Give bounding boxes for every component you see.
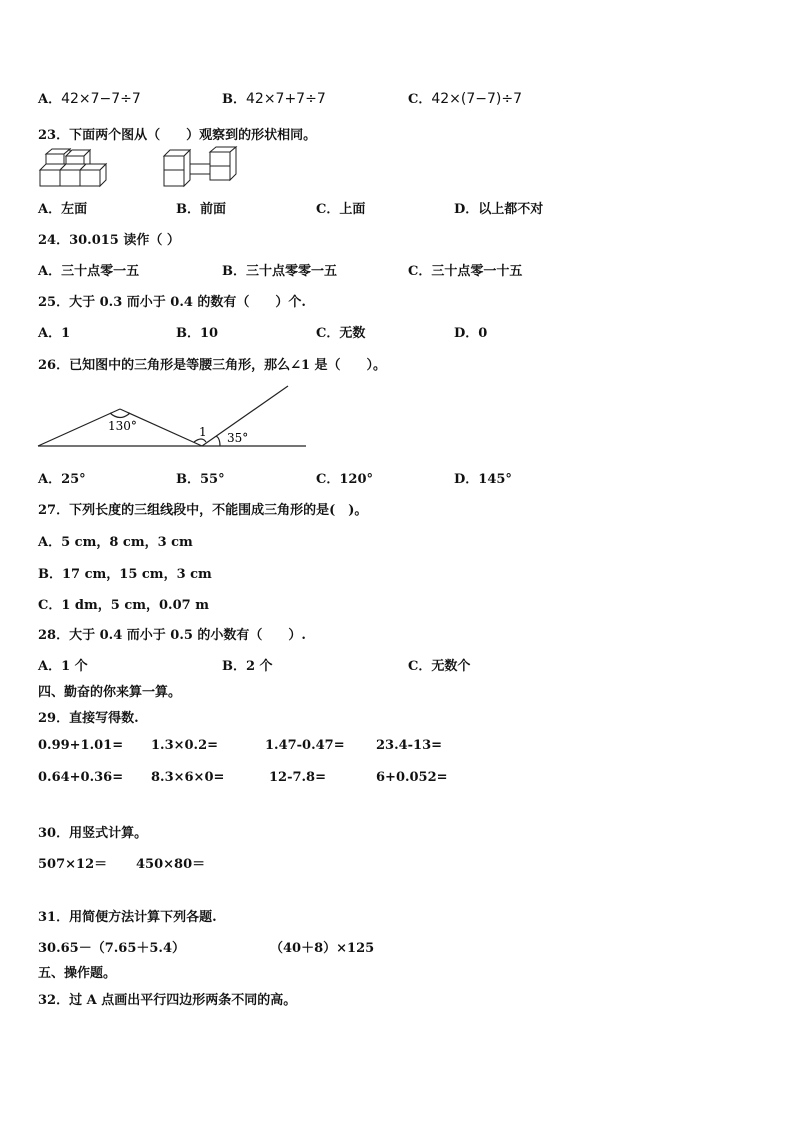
q25-question: 25．大于 0.3 而小于 0.4 的数有（ ）个.: [38, 295, 306, 310]
q28-question: 28．大于 0.4 而小于 0.5 的小数有（ ）.: [38, 628, 306, 643]
q29-item: 12-7.8=: [269, 770, 326, 785]
q23-option-b: B．前面: [176, 202, 226, 217]
q23-option-c: C．上面: [316, 202, 366, 217]
q23-question: 23．下面两个图从（ ）观察到的形状相同。: [38, 128, 317, 143]
q29-item: 8.3×6×0=: [151, 770, 225, 785]
q22-option-c: C．42×(7−7)÷7: [408, 91, 523, 107]
angle35-arc: [216, 436, 220, 446]
q25-option-b: B．10: [176, 326, 219, 341]
q29-item: 1.47-0.47=: [265, 738, 345, 753]
q28-option-a: A．1 个: [38, 659, 88, 674]
cube-figure-right: [164, 147, 236, 186]
section-4-heading: 四、勤奋的你来算一算。: [38, 685, 182, 700]
q28-option-b: B．2 个: [222, 659, 273, 674]
q29-item: 6+0.052=: [376, 770, 448, 785]
q32-question: 32．过 A 点画出平行四边形两条不同的高。: [38, 993, 297, 1008]
cube-figure-left: [40, 149, 106, 186]
apex-arc: [110, 413, 130, 418]
q26-option-c: C．120°: [316, 472, 373, 487]
q22-option-a: A．42×7−7÷7: [38, 91, 141, 107]
q26-option-a: A．25°: [38, 472, 86, 487]
q24-option-c: C．三十点零一十五: [408, 264, 523, 279]
q23-option-a: A．左面: [38, 202, 88, 217]
q25-option-d: D．0: [454, 326, 488, 341]
q27-question: 27．下列长度的三组线段中，不能围成三角形的是( )。: [38, 503, 368, 518]
q26-triangle-figure: [34, 380, 324, 452]
section-5-heading: 五、操作题。: [38, 966, 117, 981]
q22-option-b: B．42×7+7÷7: [222, 91, 326, 107]
q29-question: 29．直接写得数.: [38, 711, 139, 726]
angle1-label: 1: [199, 425, 207, 439]
q31-item: （40＋8）×125: [270, 941, 375, 956]
q26-question: 26．已知图中的三角形是等腰三角形，那么∠1 是（ ）。: [38, 358, 387, 373]
q27-option-c: C．1 dm，5 cm，0.07 m: [38, 598, 209, 613]
q30-item: 507×12＝: [38, 857, 108, 872]
q29-item: 0.64+0.36=: [38, 770, 124, 785]
q25-option-a: A．1: [38, 326, 71, 341]
q27-option-a: A．5 cm，8 cm，3 cm: [38, 535, 193, 550]
q30-item: 450×80＝: [136, 857, 206, 872]
q29-item: 0.99+1.01=: [38, 738, 124, 753]
q26-option-d: D．145°: [454, 472, 512, 487]
q29-item: 23.4-13=: [376, 738, 443, 753]
apex-angle-label: 130°: [108, 419, 137, 433]
q27-option-b: B．17 cm，15 cm，3 cm: [38, 567, 212, 582]
q26-option-b: B．55°: [176, 472, 225, 487]
q29-item: 1.3×0.2=: [151, 738, 219, 753]
q30-question: 30．用竖式计算。: [38, 826, 148, 841]
angle35-label: 35°: [227, 431, 249, 445]
q23-figure: [36, 146, 246, 190]
q25-option-c: C．无数: [316, 326, 366, 341]
q24-option-a: A．三十点零一五: [38, 264, 140, 279]
q23-option-d: D．以上都不对: [454, 202, 544, 217]
angle1-arc: [194, 439, 206, 442]
q24-option-b: B．三十点零零一五: [222, 264, 337, 279]
q28-option-c: C．无数个: [408, 659, 471, 674]
q31-item: 30.65－（7.65＋5.4）: [38, 941, 185, 956]
q31-question: 31．用简便方法计算下列各题.: [38, 910, 217, 925]
q24-question: 24．30.015 读作（ ）: [38, 233, 180, 248]
